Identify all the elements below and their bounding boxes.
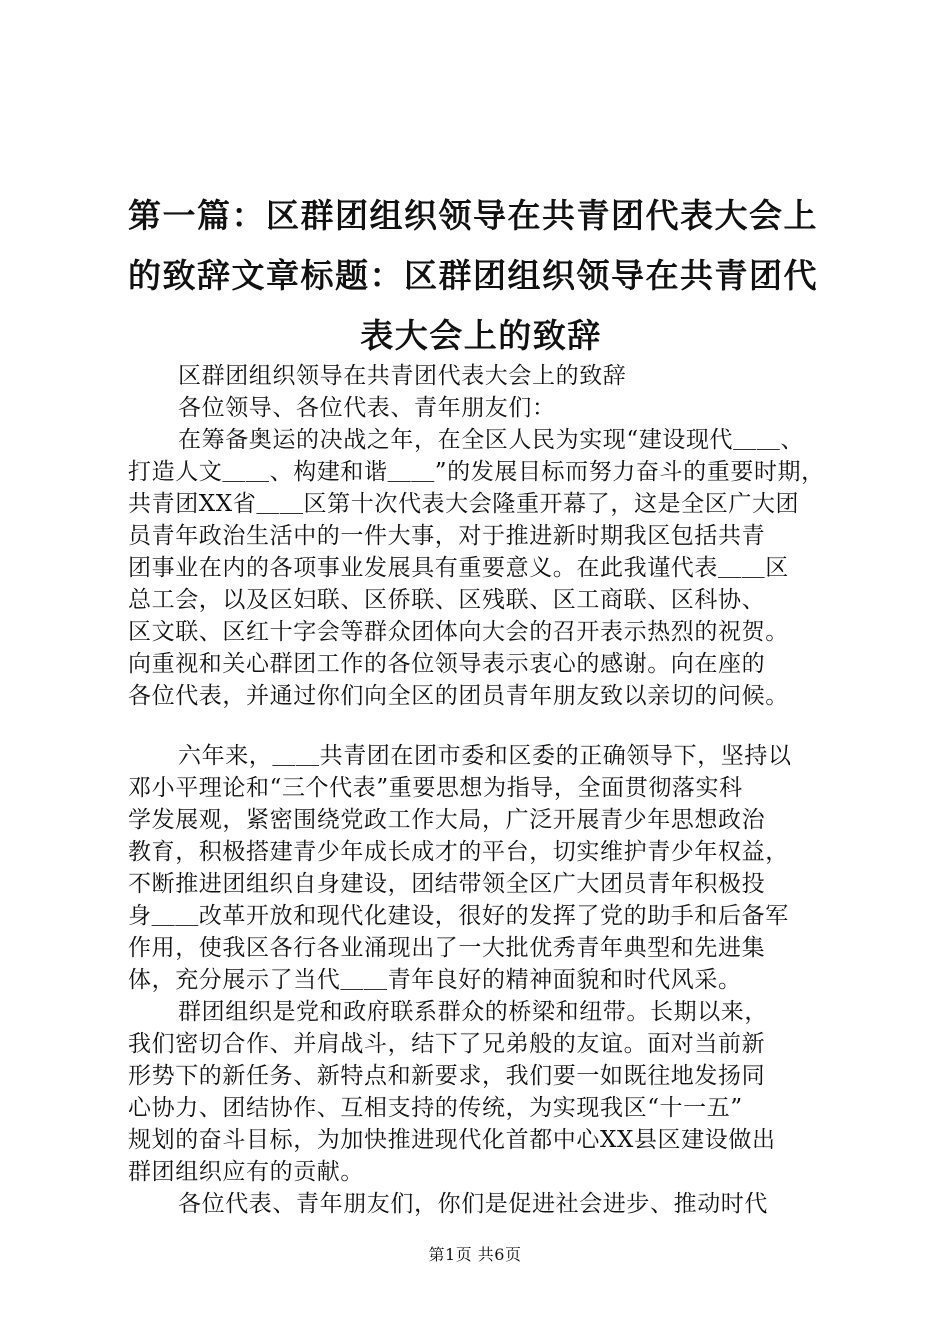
document-title	[128, 186, 834, 366]
speech-subtitle: 区群团组织领导在共青团代表大会上的致辞	[178, 363, 627, 389]
paragraph-3	[128, 996, 834, 1188]
page-footer	[0, 1242, 950, 1265]
paragraph-line: 我们密切合作、并肩战斗，结下了兄弟般的友谊。面对当前新	[128, 1031, 766, 1057]
paragraph-line: 形势下的新任务、新特点和新要求，我们要一如既往地发扬同	[128, 1063, 766, 1089]
document-body	[128, 360, 834, 1220]
salutation: 各位领导、各位代表、青年朋友们：	[178, 395, 556, 421]
paragraph-line: 团事业在内的各项事业发展具有重要意义。在此我谨代表＿＿区	[128, 555, 789, 581]
paragraph-line: 教育，积极搭建青少年成长成才的平台，切实维护青少年权益，	[128, 839, 789, 865]
title-line-1: 第一篇：区群团组织领导在共青团代表大会上	[128, 196, 818, 235]
paragraph-line: 各位代表、青年朋友们，你们是促进社会进步、推动时代	[178, 1191, 768, 1217]
paragraph-1	[128, 424, 834, 712]
paragraph-line: 六年来，＿＿共青团在团市委和区委的正确领导下，坚持以	[178, 743, 792, 769]
title-line-3: 表大会上的致辞	[360, 316, 602, 355]
paragraph-line: 群团组织是党和政府联系群众的桥梁和纽带。长期以来，	[178, 999, 768, 1025]
paragraph-line: 总工会，以及区妇联、区侨联、区残联、区工商联、区科协、	[128, 587, 766, 613]
paragraph-line: 员青年政治生活中的一件大事，对于推进新时期我区包括共青	[128, 523, 766, 549]
paragraph-line: 在筹备奥运的决战之年，在全区人民为实现“建设现代＿＿、	[178, 427, 804, 453]
paragraph-line: 不断推进团组织自身建设，团结带领全区广大团员青年积极投	[128, 871, 766, 897]
paragraph-line: 群团组织应有的贡献。	[128, 1159, 364, 1185]
paragraph-line: 作用，使我区各行各业涌现出了一大批优秀青年典型和先进集	[128, 935, 766, 961]
page-number: 第1页 共6页	[428, 1245, 522, 1264]
paragraph-line: 邓小平理论和“三个代表”重要思想为指导，全面贯彻落实科	[128, 775, 743, 801]
paragraph-line: 向重视和关心群团工作的各位领导表示衷心的感谢。向在座的	[128, 651, 766, 677]
paragraph-2	[128, 740, 834, 996]
paragraph-line: 心协力、团结协作、互相支持的传统，为实现我区“十一五”	[128, 1095, 743, 1121]
paragraph-line: 体，充分展示了当代＿＿青年良好的精神面貌和时代风采。	[128, 967, 742, 993]
paragraph-line: 各位代表，并通过你们向全区的团员青年朋友致以亲切的问候。	[128, 683, 789, 709]
paragraph-line: 区文联、区红十字会等群众团体向大会的召开表示热烈的祝贺。	[128, 619, 789, 645]
paragraph-line: 身＿＿改革开放和现代化建设，很好的发挥了党的助手和后备军	[128, 903, 789, 929]
paragraph-4	[128, 1188, 834, 1220]
paragraph-line: 共青团XX省＿＿区第十次代表大会隆重开幕了，这是全区广大团	[128, 491, 800, 517]
paragraph-spacer	[128, 712, 834, 740]
paragraph-line: 学发展观，紧密围绕党政工作大局，广泛开展青少年思想政治	[128, 807, 766, 833]
title-line-2: 的致辞文章标题：区群团组织领导在共青团代	[128, 256, 818, 295]
paragraph-line: 打造人文＿＿、构建和谐＿＿”的发展目标而努力奋斗的重要时期，	[128, 459, 825, 485]
paragraph-line: 规划的奋斗目标，为加快推进现代化首都中心XX县区建设做出	[128, 1127, 776, 1153]
